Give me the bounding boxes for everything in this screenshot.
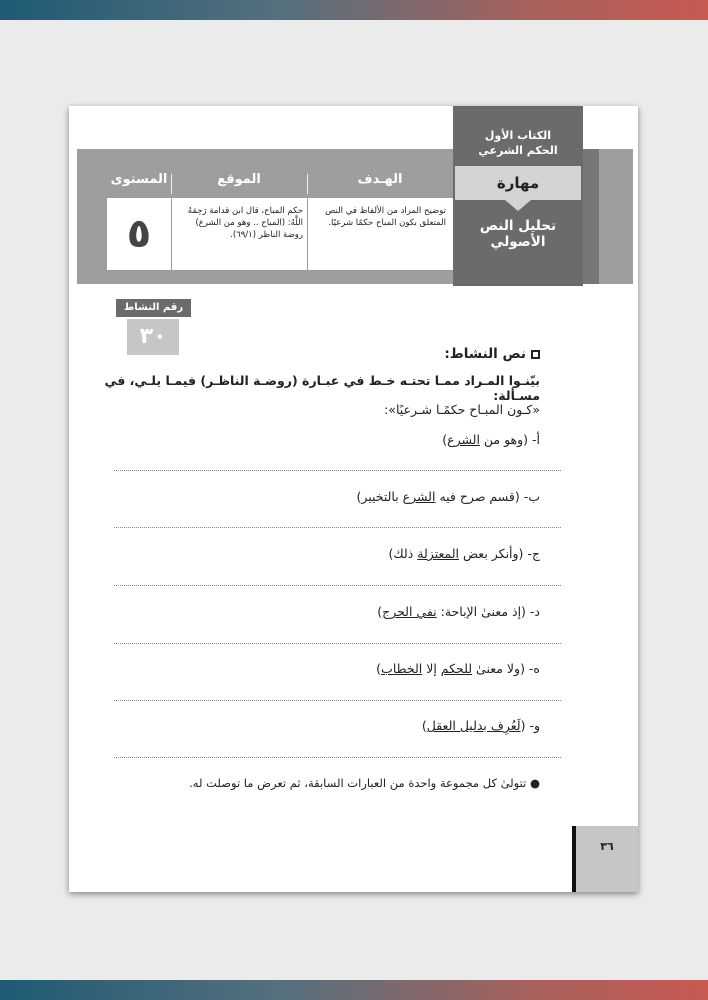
skill-name: تحليل النص الأصولي — [479, 218, 557, 250]
level-heading: المستوى — [110, 172, 168, 187]
chapter-title: الحكم الشرعي — [478, 144, 558, 157]
book-title: الكتاب الأول — [484, 129, 552, 142]
activity-number: ٣٠ — [127, 319, 179, 355]
skill-label: مهارة — [455, 166, 581, 200]
activity-text-title: نص النشاط: — [444, 346, 526, 362]
info-divider — [171, 198, 172, 270]
answer-line[interactable] — [114, 757, 561, 758]
skill-label-pointer — [505, 200, 531, 211]
book-page — [69, 106, 638, 892]
list-item: د- (إذ معنىٰ الإباحة: نفي الحرج) — [377, 604, 540, 619]
underlined-term: الشرع — [447, 432, 480, 447]
activity-instruction: بيّنـوا المـراد ممـا تحتـه خـط في عبـارة (روضـة الناظـر) فيمـا يلـي، في مسـألة: — [104, 373, 540, 403]
location-text: حكم المباح، قال ابن قدامة رَحِمَهُ اللَّهُ: (المباح .. وهو من الشرع) روضة الناظر (٦٩/١). — [187, 206, 303, 240]
top-decor-bar — [0, 0, 708, 20]
underlined-term: لَعُرِف بدليل العقل — [426, 718, 521, 733]
underlined-term: للحكم — [440, 661, 473, 676]
activity-quote: «كـون المبـاح حكمًـا شـرعيًا»: — [384, 402, 540, 417]
list-item: أ- (وهو من الشرع) — [442, 432, 540, 447]
column-divider — [307, 174, 308, 194]
activity-number-label: رقم النشاط — [116, 299, 191, 317]
answer-line[interactable] — [114, 527, 561, 528]
level-value: ٥ — [126, 211, 152, 257]
info-divider — [307, 198, 308, 270]
location-heading: الموقع — [217, 172, 261, 187]
underlined-term: الخطاب — [381, 661, 423, 676]
underlined-term: نفي الحرج — [382, 604, 437, 619]
goal-heading: الهـدف — [357, 172, 403, 187]
header-side-strip — [583, 149, 599, 284]
underlined-term: المعتزلة — [417, 546, 459, 561]
list-item: ج- (وأنكر بعض المعتزلة ذلك) — [388, 546, 540, 561]
page-number-box — [576, 826, 638, 892]
answer-line[interactable] — [114, 585, 561, 586]
bottom-decor-bar — [0, 980, 708, 1000]
bullet-icon: ● — [526, 776, 540, 790]
list-item: ه- (ولا معنىٰ للحكم إلا الخطاب) — [376, 661, 540, 676]
activity-text-heading — [444, 346, 540, 362]
answer-line[interactable] — [114, 470, 561, 471]
group-instruction: ● تتولىٰ كل مجموعة واحدة من العبارات السابقة، ثم تعرض ما توصلت له. — [189, 776, 540, 790]
list-item: و- (لَعُرِف بدليل العقل) — [421, 718, 540, 733]
answer-line[interactable] — [114, 700, 561, 701]
book-chapter-tab — [453, 106, 583, 166]
list-item: ب- (قسم صرح فيه الشرع بالتخيير) — [356, 489, 540, 504]
underlined-term: الشرع — [402, 489, 436, 504]
goal-text: توضيح المراد من الألفاظ في النص المتعلق بكون المباح حكمًا شرعيًا. — [325, 206, 446, 228]
column-divider — [171, 174, 172, 194]
square-bullet-icon — [531, 350, 540, 359]
page-number: ٣٦ — [600, 840, 614, 853]
answer-line[interactable] — [114, 643, 561, 644]
